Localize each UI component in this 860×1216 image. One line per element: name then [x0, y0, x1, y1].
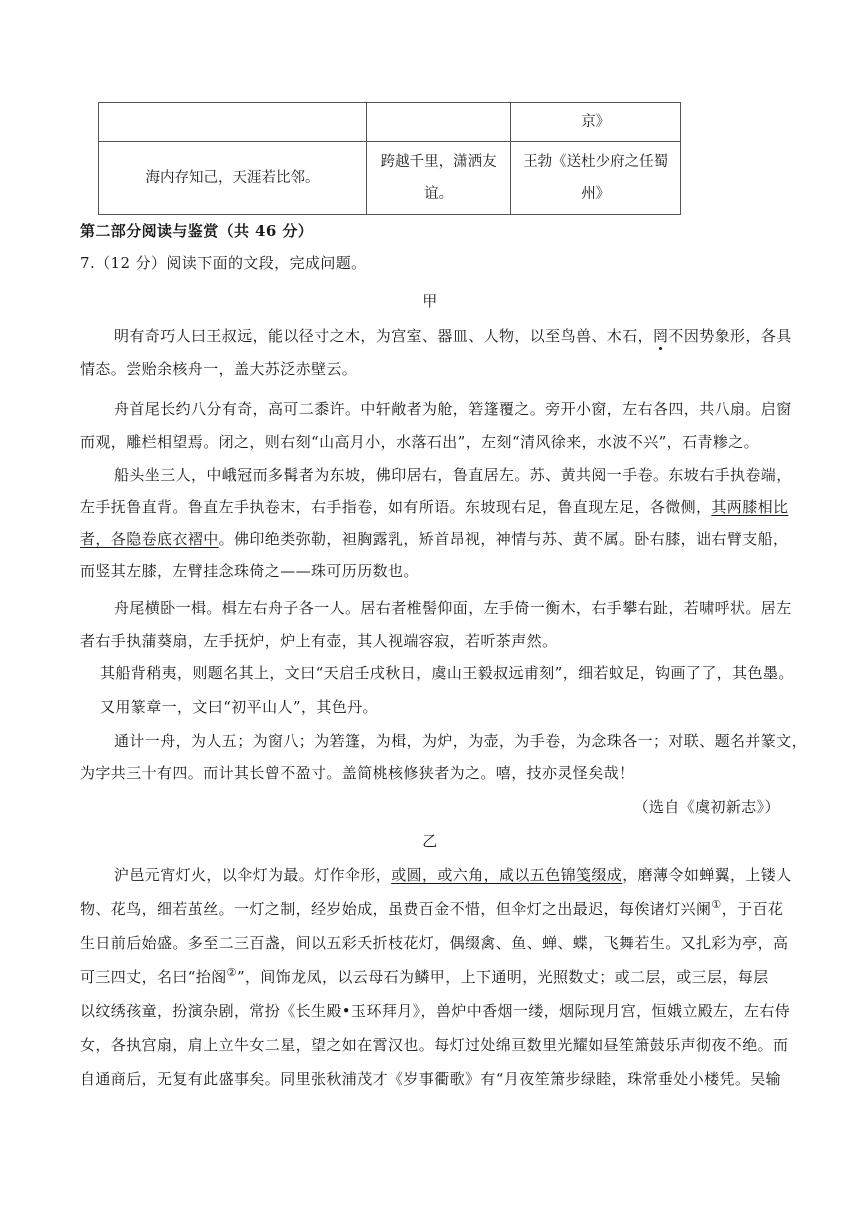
passage-line	[80, 898, 783, 919]
question-prompt: 7.（12 分）阅读下面的文段，完成问题。	[80, 254, 367, 272]
passage-line: 而竖其左膝，左臂挂念珠倚之——珠可历历数也。	[80, 562, 419, 580]
passage-yi-title: 乙	[422, 832, 438, 850]
text-run: 沪邑元宵灯火，以伞灯为最。灯作伞形，	[114, 866, 392, 884]
text-run: ”，间饰龙凤，以云母石为鳞甲，上下通明，光照数丈；或二层，或三层，每层	[236, 968, 769, 986]
passage-line: 以纹绣孩童，扮演杂剧，常扮《长生殿•玉环拜月》，兽炉中香烟一缕，烟际现月宫，恒娥立殿左，左右侍	[80, 1002, 791, 1020]
passage-line	[114, 864, 792, 885]
table-cell-line: 王勃《送杜少府之任蜀	[523, 154, 669, 170]
text-run: 物、花鸟，细若茧丝。一灯之制，经岁始成，虽费百金不惜，但伞灯之出最迟，每俟诸灯兴阑	[80, 900, 712, 918]
footnote-marker[interactable]: ②	[226, 966, 237, 979]
passage-line	[80, 496, 788, 517]
text-run: ，磨薄令如蝉翼，上镂人	[622, 866, 792, 884]
text-run: ，于百花	[721, 900, 784, 918]
table-cell: 跨越千里，潇洒友谊。	[366, 142, 510, 215]
passage-line	[114, 325, 792, 346]
footnote-marker[interactable]: ①	[711, 898, 722, 911]
passage-line	[80, 528, 788, 549]
passage-line: 女，各执宫扇，肩上立牛女二星，望之如在霄汉也。每灯过处绵亘数里光耀如昼笙箫鼓乐声彻夜不绝。而	[80, 1036, 789, 1054]
table-cell-line: 州》	[581, 186, 611, 202]
passage-line: 情态。尝贻余核舟一，盖大苏泛赤壁云。	[80, 360, 358, 378]
comparison-table	[98, 102, 681, 215]
section-heading: 第二部分阅读与鉴赏（共 46 分）	[80, 222, 314, 240]
underlined-phrase: 其两膝相比	[711, 498, 789, 516]
passage-jia-title: 甲	[422, 292, 438, 310]
passage-line: 又用篆章一，文曰“初平山人”，其色丹。	[100, 698, 378, 716]
source-citation: （选自《虞初新志》）	[633, 798, 780, 816]
underlined-phrase: 或圆，或六角，咸以五色锦笺缀成	[391, 866, 623, 884]
text-run: 明有奇巧人曰王叔远，能以径寸之木，为宫室、器皿、人物，以至鸟兽、木石，	[114, 327, 654, 345]
passage-line: 通计一舟，为人五；为窗八；为箬篷，为楫，为炉，为壶，为手卷，为念珠各一；对联、题名并篆文，	[114, 732, 808, 750]
passage-line: 舟首尾长约八分有奇，高可二黍许。中轩敞者为舱，箬篷覆之。旁开小窗，左右各四，共八扇。启窗	[114, 400, 792, 418]
passage-line	[80, 966, 769, 987]
text-run: 可三四丈，名曰“抬阁	[80, 968, 227, 986]
text-run: 。佛印绝类弥勒，袒胸露乳，矫首昂视，神情与苏、黄不属。卧右膝，诎右臂支船，	[218, 530, 789, 548]
underlined-phrase: 者，各隐卷底衣褶中	[80, 530, 219, 548]
table-row	[99, 103, 681, 142]
passage-line: 其船背稍夷，则题名其上，文曰“天启壬戌秋日，虞山王毅叔远甫刻”，细若蚊足，钩画了了，其色墨。	[100, 664, 794, 682]
text-run: 不因势象形，各具	[668, 327, 792, 345]
passage-line: 者右手执蒲葵扇，左手抚炉，炉上有壶，其人视端容寂，若听茶声然。	[80, 632, 558, 650]
table-cell	[366, 103, 510, 142]
table-cell: 京》	[511, 103, 681, 142]
passage-line: 舟尾横卧一楫。楫左右舟子各一人。居右者椎髻仰面，左手倚一衡木，右手攀右趾，若啸呼状。居左	[114, 599, 792, 617]
table-cell	[99, 103, 367, 142]
text-run: 左手抚鲁直背。鲁直左手执卷末，右手指卷，如有所语。东坡现右足，鲁直现左足，各微侧，	[80, 498, 712, 516]
table-row	[99, 142, 681, 215]
passage-line: 自通商后，无复有此盛事矣。同里张秋浦茂才《岁事衢歌》有“月夜笙箫步绿睦，珠常垂处小楼凭。吴输	[80, 1070, 782, 1088]
passage-line: 为字共三十有四。而计其长曾不盈寸。盖简桃核修狭者为之。嘻，技亦灵怪矣哉！	[80, 764, 635, 782]
text-run: 罔	[653, 327, 669, 345]
table-cell: 海内存知己，天涯若比邻。	[99, 142, 367, 215]
table-cell	[511, 142, 681, 215]
passage-line: 船头坐三人，中峨冠而多髯者为东坡，佛印居右，鲁直居左。苏、黄共阅一手卷。东坡右手执卷端，	[114, 466, 792, 484]
passage-line: 而观，雕栏相望焉。闭之，则右刻“山高月小，水落石出”，左刻“清风徐来，水波不兴”，石青糁之。	[80, 433, 760, 451]
passage-line: 生日前后始盛。多至二三百盏，间以五彩夭折枝花灯，偶缀禽、鱼、蝉、蝶，飞舞若生。又扎彩为亭，高	[80, 934, 789, 952]
